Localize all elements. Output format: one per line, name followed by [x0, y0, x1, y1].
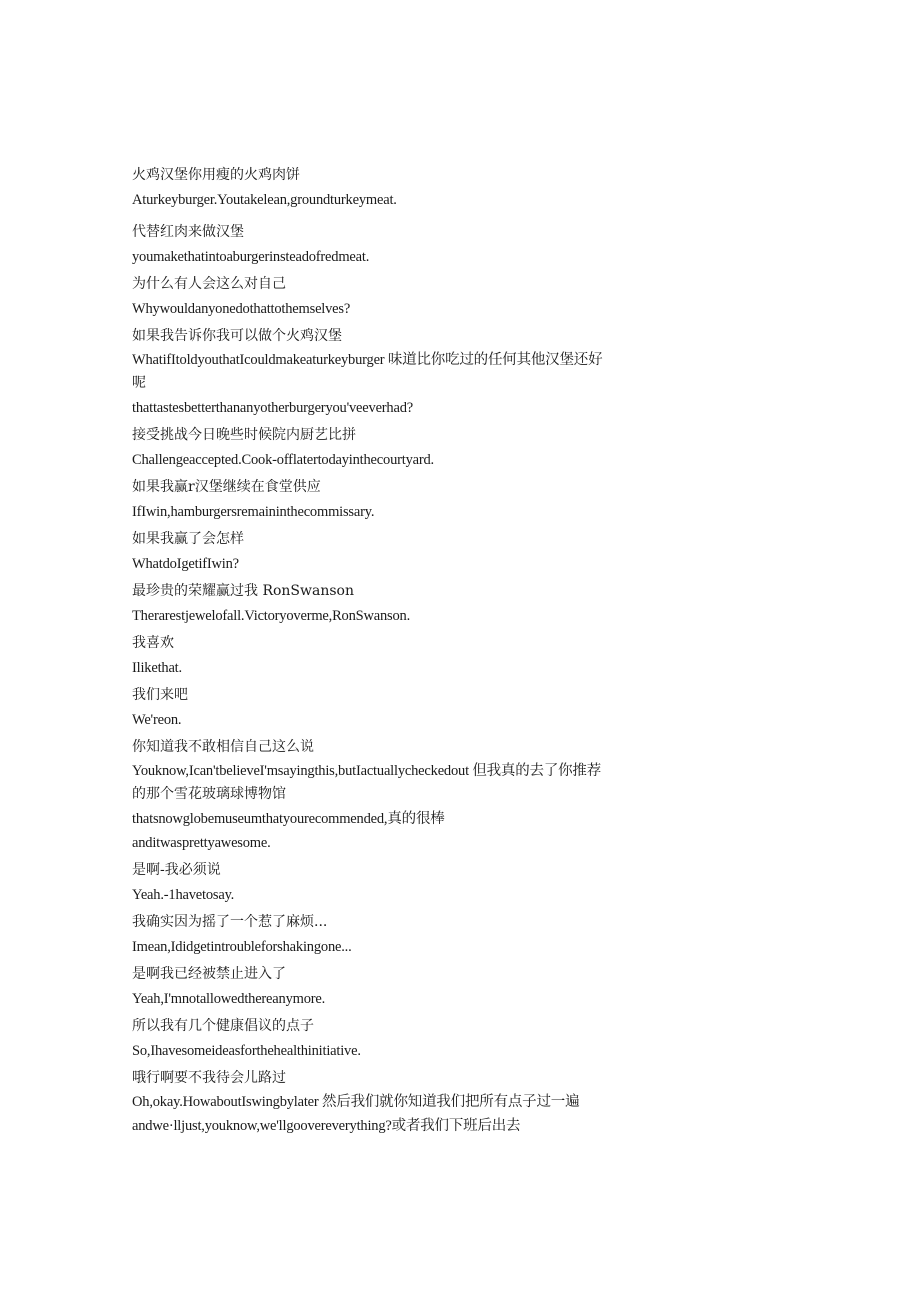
transcript-line-en: We'reon.	[132, 712, 182, 728]
transcript-line-en: So,Ihavesomeideasforthehealthinitiative.	[132, 1043, 361, 1059]
transcript-line-en: Ilikethat.	[132, 660, 182, 676]
transcript-line-mixed: thatsnowglobemuseumthatyourecommended,真的很棒	[132, 811, 445, 827]
transcript-line-mixed: andwe·lljust,youknow,we'llgoovereverything?或者我们下班后出去	[132, 1118, 521, 1134]
transcript-line-zh: 哦行啊要不我待会儿路过	[132, 1070, 286, 1086]
transcript-line-en: Whywouldanyonedothattothemselves?	[132, 301, 351, 317]
transcript-line-zh: 代替红肉来做汉堡	[132, 224, 244, 240]
transcript-line-zh: 你知道我不敢相信自己这么说	[132, 739, 314, 755]
transcript-line-en: anditwasprettyawesome.	[132, 835, 271, 851]
transcript-line-en: Imean,Ididgetintroubleforshakingone...	[132, 939, 352, 955]
transcript-line-zh: 的那个雪花玻璃球博物馆	[132, 786, 286, 802]
transcript-line-zh: 所以我有几个健康倡议的点子	[132, 1018, 314, 1034]
transcript-line-zh: 如果我告诉你我可以做个火鸡汉堡	[132, 328, 342, 344]
transcript-line-zh: 呢	[132, 375, 146, 391]
transcript-line-en: youmakethatintoaburgerinsteadofredmeat.	[132, 249, 370, 265]
transcript-line-zh: 是啊我已经被禁止进入了	[132, 966, 286, 982]
transcript-line-en: WhatdoIgetifIwin?	[132, 556, 239, 572]
transcript-line-mixed: Youknow,Ican'tbelieveI'msayingthis,butIactuallycheckedout 但我真的去了你推荐	[132, 763, 602, 779]
transcript-line-en: Yeah.-1havetosay.	[132, 887, 235, 903]
transcript-line-zh: 是啊-我必须说	[132, 862, 221, 878]
transcript-line-en: Yeah,I'mnotallowedthereanymore.	[132, 991, 326, 1007]
transcript-line-zh: 如果我赢r汉堡继续在食堂供应	[132, 479, 321, 495]
transcript-line-zh: 我们来吧	[132, 687, 188, 703]
transcript-line-en: IfIwin,hamburgersremaininthecommissary.	[132, 504, 375, 520]
transcript-line-zh: 最珍贵的荣耀赢过我 RonSwanson	[132, 583, 355, 599]
transcript-line-mixed: WhatifItoldyouthatIcouldmakeaturkeyburger 味道比你吃过的任何其他汉堡还好	[132, 352, 603, 368]
transcript-line-en: Challengeaccepted.Cook-offlatertodayinthecourtyard.	[132, 452, 434, 468]
transcript-line-en: Aturkeyburger.Youtakelean,groundturkeymeat.	[132, 192, 397, 208]
transcript-line-zh: 我确实因为摇了一个惹了麻烦...	[132, 914, 328, 930]
transcript-line-zh: 我喜欢	[132, 635, 174, 651]
transcript-line-zh: 为什么有人会这么对自己	[132, 276, 286, 292]
transcript-line-zh: 火鸡汉堡你用瘦的火鸡肉饼	[132, 167, 300, 183]
transcript-line-zh: 如果我赢了会怎样	[132, 531, 244, 547]
transcript-line-zh: 接受挑战今日晚些时候院内厨艺比拼	[132, 427, 356, 443]
transcript-line-en: thattastesbetterthananyotherburgeryou'veeverhad?	[132, 400, 414, 416]
transcript-line-en: Therarestjewelofall.Victoryoverme,RonSwanson.	[132, 608, 411, 624]
transcript-line-mixed: Oh,okay.HowaboutIswingbylater 然后我们就你知道我们把所有点子过一遍	[132, 1094, 580, 1110]
